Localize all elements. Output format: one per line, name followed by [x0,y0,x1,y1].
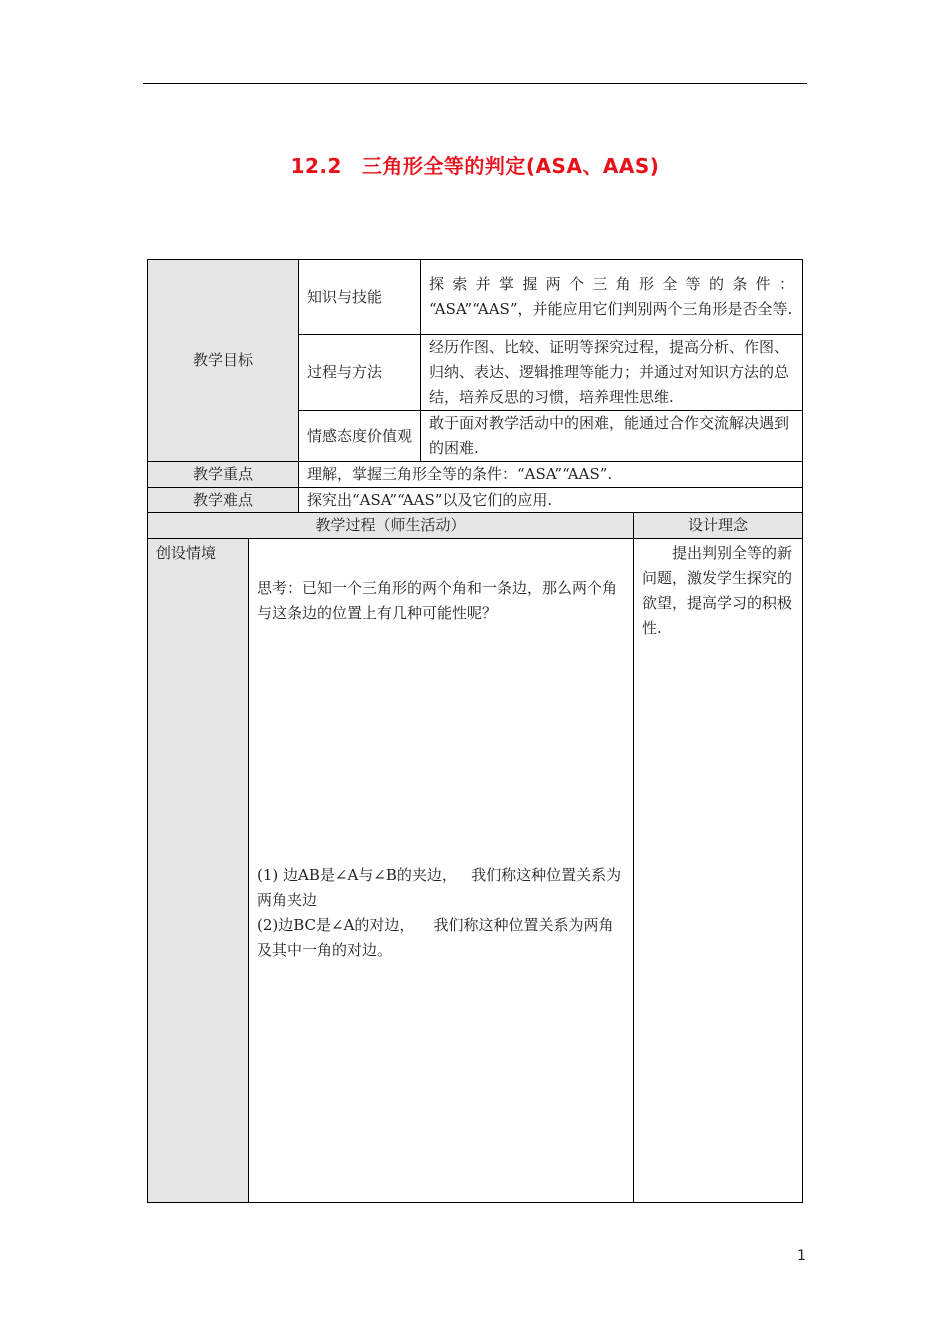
objectives-table [147,259,803,514]
goal-text-knowledge-rest: “ASA”“AAS”，并能应用它们判别两个三角形是否全等. [429,300,793,318]
case-1: (1) 边AB是∠A与∠B的夹边， 我们称这种位置关系为两角夹边 [257,866,622,909]
goal-sub-attitude: 情感态度价值观 [299,411,421,462]
difficulty-label: 教学难点 [148,488,299,514]
page-title [0,150,950,179]
table-row [148,488,803,514]
title-number: 12.2 [290,154,342,178]
goal-text-process: 经历作图、比较、证明等探究过程，提高分析、作图、归纳、表达、逻辑推理等能力；并通过对知识方法的总结，培养反思的习惯，培养理性思维. [421,335,803,411]
difficulty-text: 探究出“ASA”“AAS”以及它们的应用. [299,488,803,514]
key-point-label: 教学重点 [148,462,299,488]
goal-text-knowledge-line1: 探 索 并 掌 握 两 个 三 角 形 全 等 的 条 件 ： [429,275,794,293]
goal-sub-process: 过程与方法 [299,335,421,411]
figure-space [257,626,625,863]
think-question-cont: 与这条边的位置上有几种可能性呢？ [257,604,498,622]
case-2: (2)边BC是∠A的对边， 我们称这种位置关系为两角及其中一角的对边。 [257,916,614,959]
design-rationale: 提出判别全等的新问题，激发学生探究的欲望，提高学习的积极性. [634,539,803,1203]
goals-label: 教学目标 [148,260,299,462]
scenario-content [249,539,634,1203]
process-header-right: 设计理念 [634,513,803,539]
page-number: 1 [797,1248,806,1264]
table-row [148,462,803,488]
process-header-left: 教学过程（师生活动） [148,513,634,539]
header-rule [143,83,807,84]
table-row [148,260,803,335]
process-table [147,512,803,1203]
goal-text-knowledge [421,260,803,335]
goal-sub-knowledge: 知识与技能 [299,260,421,335]
scenario-label: 创设情境 [148,539,249,1203]
table-row [148,539,803,1203]
think-question: 思考：已知一个三角形的两个角和一条边，那么两个角 [257,579,618,597]
title-text: 三角形全等的判定(ASA、AAS) [361,154,660,178]
table-row [148,513,803,539]
key-point-text: 理解，掌握三角形全等的条件：“ASA”“AAS”. [299,462,803,488]
goal-text-attitude: 敢于面对教学活动中的困难，能通过合作交流解决遇到的困难. [421,411,803,462]
